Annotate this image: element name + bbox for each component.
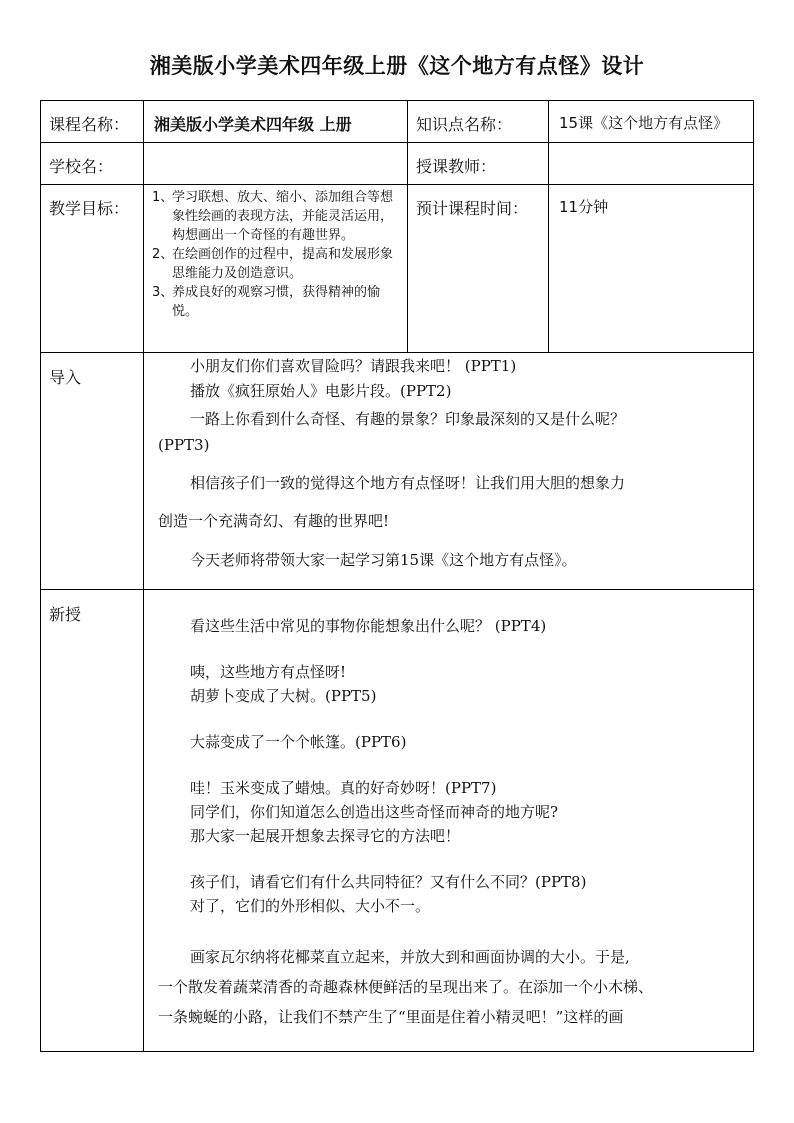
lesson-line: 哇！玉米变成了蜡烛。真的好奇妙呀！(PPT7) — [190, 779, 497, 797]
goal-number: 1、 — [152, 190, 174, 205]
lesson-line: 一个散发着蔬菜清香的奇趣森林便鲜活的呈现出来了。在添加一个小木梯、 — [158, 978, 654, 996]
goals-value-cell — [144, 185, 408, 353]
lesson-line: 同学们，你们知道怎么创造出这些奇怪而神奇的地方呢? — [190, 803, 559, 821]
goals-row — [41, 185, 754, 353]
goal-item — [152, 188, 401, 245]
page-title: 湘美版小学美术四年级上册《这个地方有点怪》设计 — [149, 54, 645, 78]
course-name-label-cell — [41, 101, 144, 143]
goals-label: 教学目标： — [49, 199, 130, 218]
knowledge-label-cell — [408, 101, 549, 143]
new-lesson-label-cell — [41, 590, 144, 1052]
time-label-cell — [408, 185, 549, 353]
intro-content-cell — [144, 353, 754, 590]
goal-text: 学习联想、放大、缩小、添加组合等想象性绘画的表现方法，并能灵活运用，构想画出一个奇怪的有趣世界。 — [172, 190, 394, 243]
intro-label: 导入 — [49, 368, 82, 387]
course-name-label: 课程名称： — [49, 115, 130, 134]
course-name-value-cell — [144, 101, 408, 143]
knowledge-value: 15课《这个地方有点怪》 — [559, 114, 729, 132]
intro-line: 小朋友们你们喜欢冒险吗？请跟我来吧！ (PPT1) — [190, 357, 517, 375]
lesson-line: 对了，它们的外形相似、大小不一。 — [190, 897, 431, 915]
intro-label-cell — [41, 353, 144, 590]
goals-label-cell — [41, 185, 144, 353]
new-lesson-content-cell — [144, 590, 754, 1052]
intro-line: 播放《疯狂原始人》电影片段。(PPT2) — [190, 382, 452, 400]
lesson-line: 大蒜变成了一个个帐篷。(PPT6) — [190, 733, 407, 751]
school-value-cell — [144, 143, 408, 185]
teacher-value-cell — [549, 143, 754, 185]
course-name-value: 湘美版小学美术四年级 上册 — [154, 115, 352, 134]
intro-line: 相信孩子们一致的觉得这个地方有点怪呀！让我们用大胆的想象力 — [190, 474, 626, 492]
intro-line: 创造一个充满奇幻、有趣的世界吧! — [158, 512, 390, 530]
knowledge-label: 知识点名称： — [416, 115, 513, 134]
school-row — [41, 143, 754, 185]
goal-number: 3、 — [152, 285, 174, 300]
intro-content — [144, 353, 753, 575]
school-value — [144, 143, 407, 154]
lesson-line: 胡萝卜变成了大树。(PPT5) — [190, 687, 377, 705]
new-lesson-content — [144, 590, 753, 1032]
goal-text: 在绘画创作的过程中，提高和发展形象思维能力及创造意识。 — [172, 247, 394, 281]
intro-row — [41, 353, 754, 590]
lesson-plan-table — [40, 100, 754, 1052]
teacher-label-cell — [408, 143, 549, 185]
time-value-cell — [549, 185, 754, 353]
lesson-line: 孩子们，请看它们有什么共同特征？又有什么不同？(PPT8) — [190, 873, 587, 891]
goal-text: 养成良好的观察习惯，获得精神的愉悦。 — [172, 285, 381, 319]
new-lesson-label: 新授 — [49, 605, 82, 624]
school-label-cell — [41, 143, 144, 185]
time-label: 预计课程时间： — [416, 199, 529, 218]
lesson-line: 咦，这些地方有点怪呀! — [190, 663, 347, 681]
school-label: 学校名： — [49, 157, 114, 176]
teacher-value — [549, 143, 753, 154]
intro-line: 一路上你看到什么奇怪、有趣的景象？印象最深刻的又是什么呢？ — [190, 410, 626, 428]
goal-item — [152, 283, 401, 321]
intro-line: (PPT3) — [158, 436, 210, 454]
teacher-label: 授课教师： — [416, 157, 497, 176]
intro-line: 今天老师将带领大家一起学习第15课《这个地方有点怪》。 — [190, 551, 577, 569]
new-lesson-row — [41, 590, 754, 1052]
time-value: 11分钟 — [559, 198, 609, 216]
lesson-line: 画家瓦尔纳将花椰菜直立起来，并放大到和画面协调的大小。于是, — [190, 948, 630, 966]
lesson-line: 一条蜿蜒的小路，让我们不禁产生了“里面是住着小精灵吧！”这样的画 — [158, 1008, 624, 1026]
lesson-line: 看这些生活中常见的事物你能想象出什么呢？ (PPT4) — [190, 617, 547, 635]
goal-number: 2、 — [152, 247, 174, 262]
course-row — [41, 101, 754, 143]
knowledge-value-cell — [549, 101, 754, 143]
goals-list — [144, 185, 407, 321]
lesson-line: 那大家一起展开想象去探寻它的方法吧！ — [190, 827, 461, 845]
goal-item — [152, 245, 401, 283]
